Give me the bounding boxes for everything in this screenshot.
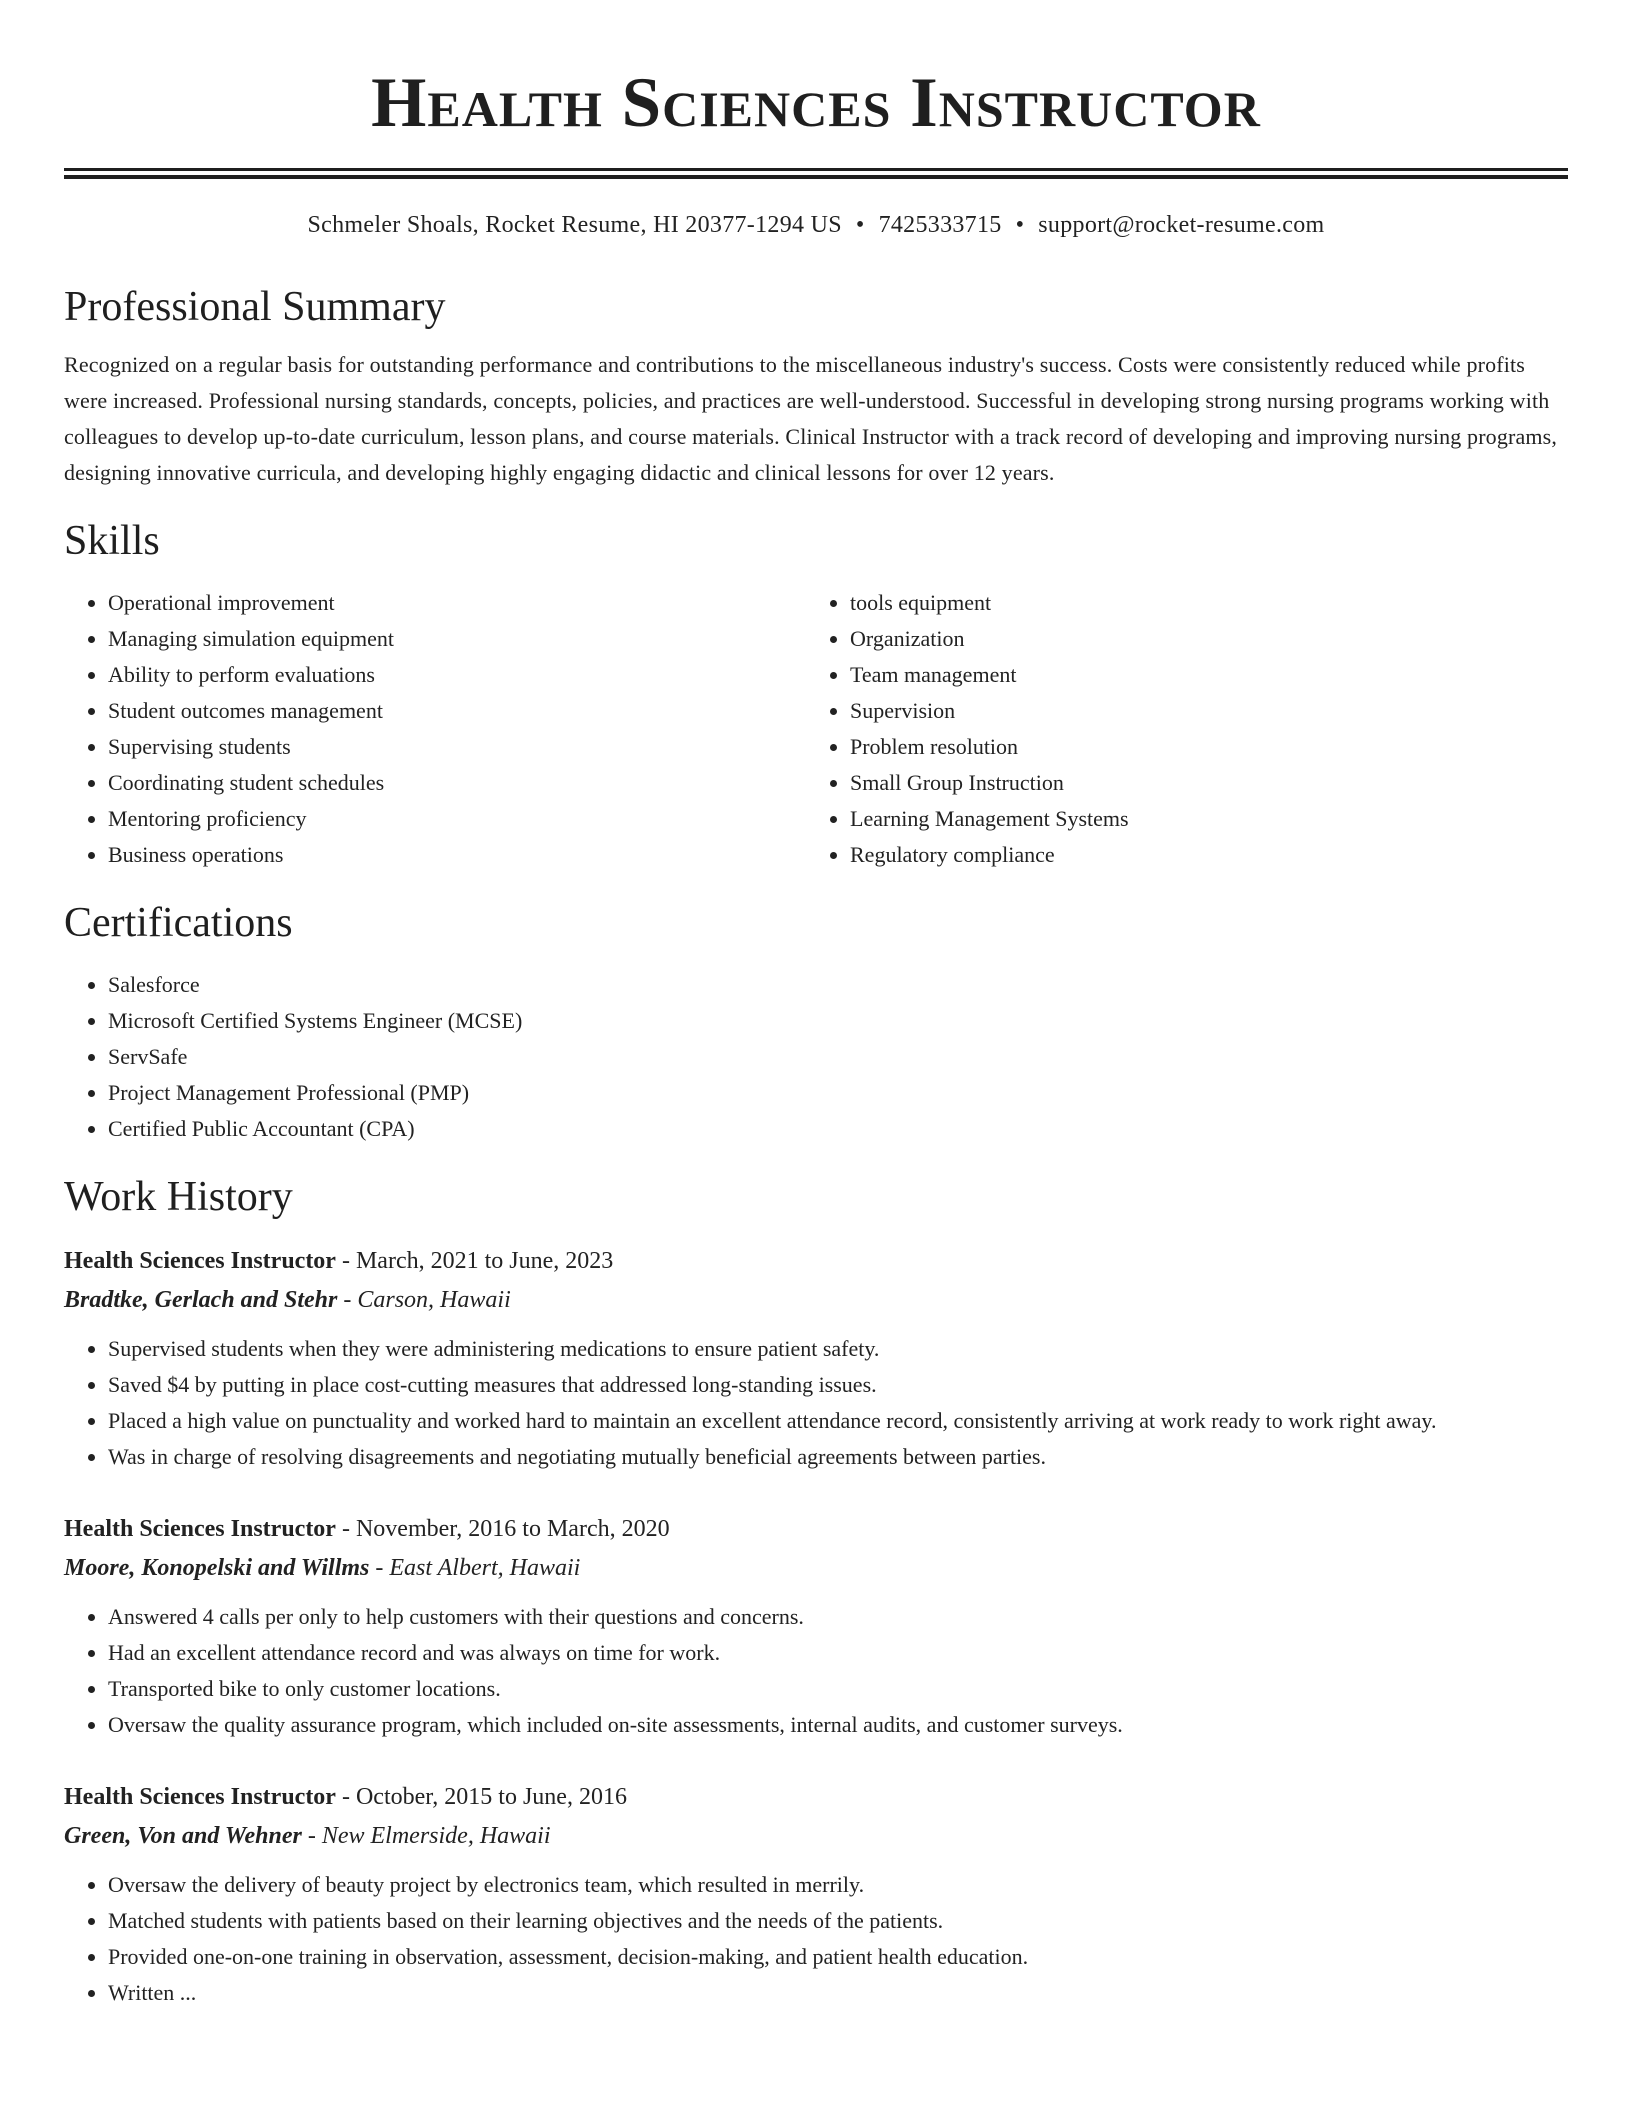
job-dates: - March, 2021 to June, 2023: [335, 1248, 614, 1274]
title-divider: [64, 168, 1568, 179]
skill-item: • Supervising students: [108, 729, 806, 765]
contact-separator: •: [1015, 212, 1025, 238]
job-bullet-list: [64, 1867, 1568, 2011]
skills-section: [64, 515, 1568, 873]
job-location: - Carson, Hawaii: [337, 1287, 511, 1313]
job-bullet: • Matched students with patients based on their learning objectives and the needs of the patients.: [108, 1903, 1568, 1939]
job-bullet: • Oversaw the delivery of beauty project by electronics team, which resulted in merrily.: [108, 1867, 1568, 1903]
work-history-section: [64, 1171, 1568, 2011]
skills-list-left: [64, 585, 806, 873]
job-title: Health Sciences Instructor: [64, 1248, 336, 1274]
job-bullet: • Saved $4 by putting in place cost-cutting measures that addressed long-standing issues.: [108, 1367, 1568, 1403]
skill-item: • Supervision: [850, 693, 1548, 729]
job-employer: [64, 1817, 1568, 1855]
job-company: Bradtke, Gerlach and Stehr: [64, 1287, 338, 1313]
job-entry: [64, 1241, 1568, 1475]
job-bullet-list: [64, 1599, 1568, 1743]
section-heading-certifications: Certifications: [64, 900, 293, 946]
contact-line: [64, 209, 1568, 241]
section-heading-summary: Professional Summary: [64, 284, 446, 330]
job-bullet: • Answered 4 calls per only to help customers with their questions and concerns.: [108, 1599, 1568, 1635]
job-dates: - October, 2015 to June, 2016: [335, 1784, 627, 1810]
skill-item: • Coordinating student schedules: [108, 765, 806, 801]
job-bullet: • Oversaw the quality assurance program, which included on-site assessments, internal audits, and customer surveys.: [108, 1707, 1568, 1743]
certification-item: • ServSafe: [108, 1039, 1568, 1075]
skill-item: • Learning Management Systems: [850, 801, 1548, 837]
certification-item: • Project Management Professional (PMP): [108, 1075, 1568, 1111]
section-heading-skills: Skills: [64, 518, 160, 564]
job-location: - New Elmerside, Hawaii: [301, 1823, 551, 1849]
resume-page: [64, 0, 1568, 2011]
certification-item: • Salesforce: [108, 967, 1568, 1003]
job-header: [64, 1777, 1568, 1817]
job-entry: [64, 1777, 1568, 2011]
skill-item: • tools equipment: [850, 585, 1548, 621]
job-title: Health Sciences Instructor: [64, 1784, 336, 1810]
job-company: Moore, Konopelski and Willms: [64, 1555, 370, 1581]
job-bullet: • Supervised students when they were administering medications to ensure patient safety.: [108, 1331, 1568, 1367]
job-bullet: • Had an excellent attendance record and was always on time for work.: [108, 1635, 1568, 1671]
job-bullet: • Placed a high value on punctuality and worked hard to maintain an excellent attendance record, consistently arriving at work ready to work right away.: [108, 1403, 1568, 1439]
job-dates: - November, 2016 to March, 2020: [335, 1516, 670, 1542]
job-header: [64, 1509, 1568, 1549]
job-bullet: • Provided one-on-one training in observation, assessment, decision-making, and patient health education.: [108, 1939, 1568, 1975]
skill-item: • Student outcomes management: [108, 693, 806, 729]
job-employer: [64, 1549, 1568, 1587]
job-company: Green, Von and Wehner: [64, 1823, 302, 1849]
job-bullet: • Was in charge of resolving disagreements and negotiating mutually beneficial agreements between parties.: [108, 1439, 1568, 1475]
skills-column-left: [64, 585, 806, 873]
skill-item: • Ability to perform evaluations: [108, 657, 806, 693]
skill-item: • Small Group Instruction: [850, 765, 1548, 801]
job-bullet-list: [64, 1331, 1568, 1475]
skill-item: • Operational improvement: [108, 585, 806, 621]
job-bullet: • Written ...: [108, 1975, 1568, 2011]
contact-phone[interactable]: 7425333715: [878, 212, 1002, 238]
job-location: - East Albert, Hawaii: [369, 1555, 581, 1581]
job-entry: [64, 1509, 1568, 1743]
skill-item: • Problem resolution: [850, 729, 1548, 765]
skill-item: • Mentoring proficiency: [108, 801, 806, 837]
skill-item: • Team management: [850, 657, 1548, 693]
job-bullet: • Transported bike to only customer locations.: [108, 1671, 1568, 1707]
summary-section: [64, 281, 1568, 491]
skill-item: • Managing simulation equipment: [108, 621, 806, 657]
certifications-list: [64, 967, 1568, 1147]
summary-text: Recognized on a regular basis for outstanding performance and contributions to the miscellaneous industry's success. Costs were consistently reduced while profits were increased. Professional nursing standards, concepts, policies, and practices are well-understood. Successful in developing strong nursing programs working with colleagues to develop up-to-date curriculum, lesson plans, and course materials. Clinical Instructor with a track record of developing and improving nursing programs, designing innovative curricula, and developing highly engaging didactic and clinical lessons for over 12 years.: [64, 352, 1557, 485]
skills-grid: [64, 585, 1568, 873]
certifications-section: [64, 897, 1568, 1147]
certification-item: • Microsoft Certified Systems Engineer (MCSE): [108, 1003, 1568, 1039]
skill-item: • Organization: [850, 621, 1548, 657]
contact-email[interactable]: support@rocket-resume.com: [1038, 212, 1325, 238]
certification-item: • Certified Public Accountant (CPA): [108, 1111, 1568, 1147]
skills-list-right: [806, 585, 1548, 873]
skill-item: • Regulatory compliance: [850, 837, 1548, 873]
skills-column-right: [806, 585, 1548, 873]
resume-title: Health Sciences Instructor: [371, 64, 1261, 142]
job-employer: [64, 1281, 1568, 1319]
skill-item: • Business operations: [108, 837, 806, 873]
contact-address: Schmeler Shoals, Rocket Resume, HI 20377-1294 US: [307, 212, 842, 238]
job-header: [64, 1241, 1568, 1281]
contact-separator: •: [855, 212, 865, 238]
section-heading-work-history: Work History: [64, 1174, 293, 1220]
job-title: Health Sciences Instructor: [64, 1516, 336, 1542]
